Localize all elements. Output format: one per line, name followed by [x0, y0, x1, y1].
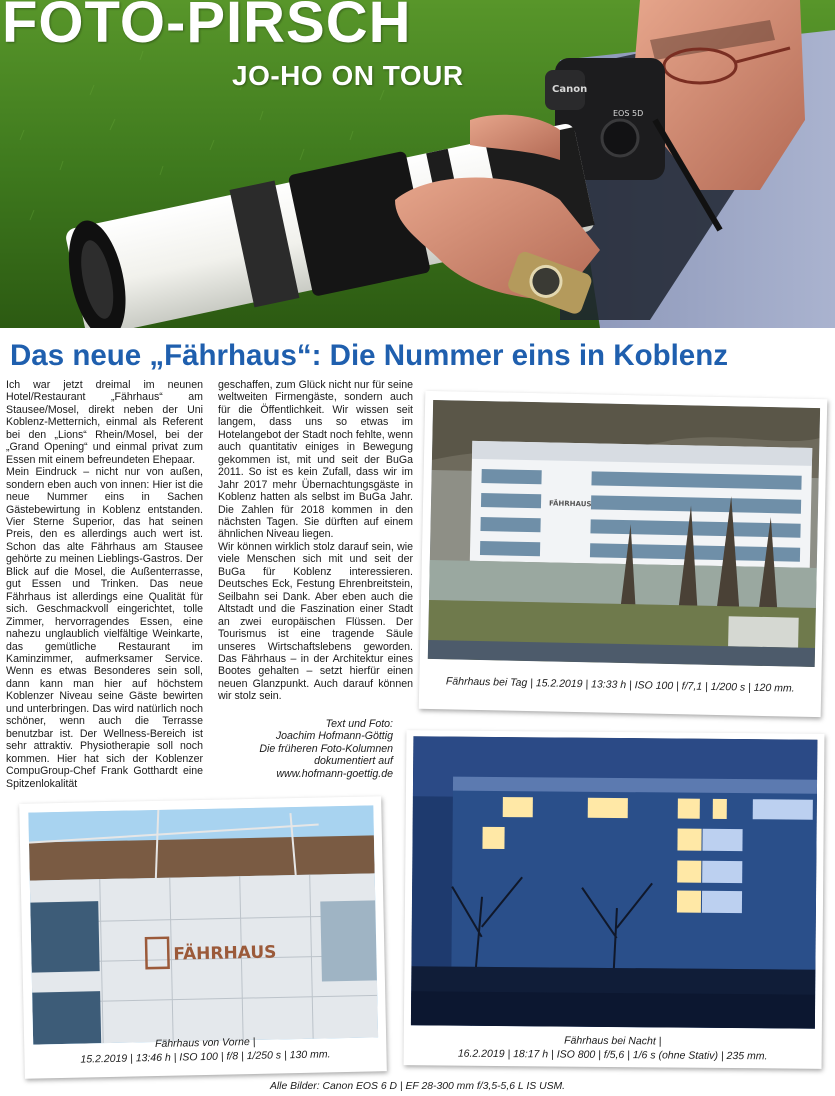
kicker-title: FOTO-PIRSCH — [2, 0, 412, 55]
photo-faehrhaus-night — [411, 736, 818, 1029]
credit-website: www.hofmann-goettig.de — [276, 767, 393, 780]
paragraph: Wir können wirklich stolz darauf sein, wie viele Menschen sich mit und seit der BuGa für Koblenz interessieren. Deutsches Eck, Festung Ehrenbreitstein, Seilbahn sei Dank. Aber eben auch die Altstadt und die Faszination einer Stadt an zwei europäischen Flüssen. Der Tourismus ist eine tragende Säule unseres Wirtschaftslebens geworden. Das Fährhaus – in der Architektur eines Bootes gehalten – setzt hierfür einen neuen Glanzpunkt. Auch darauf können wir stolz sein. — [218, 540, 413, 703]
kicker-subtitle: JO-HO ON TOUR — [232, 60, 464, 91]
credit-line: Joachim Hofmann-Göttig — [275, 730, 393, 743]
photo-caption-night — [404, 1032, 822, 1064]
photo-card-day — [419, 391, 828, 717]
paragraph: Mein Eindruck – nicht nur von außen, sondern eben auch von innen: Hier ist die neue Nummer eins in Sachen Gästebewirtung in Koblenz entstanden. Vier Sterne Superior, das hat seinen Preis, den es allerdings auch wert ist. Schon das alte Fährhaus am Stausee gehörte zu meinen Lieblings-Gastros. Der Blick auf die Mosel, die Außenterrasse, gut Essen und Trinken. Das neue Fährhaus ist allerdings eine Qualität für sich. Geschmackvoll eingerichtet, tolle Zimmer, hervorragendes Essen, eine nahezu unglaublich vielfältige Weinkarte, das gemütliche Restaurant im Kaminzimmer, aufmerksamer Service. Wenn es etwas Besonderes sein soll, dann kann man hier auf höchstem Koblenzer Niveau seine Gäste bewirten und unterbringen. Das wird natürlich noch schöner, wenn auch die Terrasse benutzbar ist. Der Wellness-Bereich ist sehr attraktiv. Physiotherapie soll noch kommen. Hier hat sich der Koblenzer CompuGroup-Chef Frank Gotthardt eine Spitzenlokalität — [6, 466, 203, 790]
caption-line: Fährhaus von Vorne | — [154, 1035, 256, 1051]
photo-faehrhaus-day — [428, 400, 820, 667]
credit-line: Die früheren Foto-Kolumnen — [259, 742, 393, 755]
caption-line: 15.2.2019 | 13:46 h | ISO 100 | f/8 | 1/250 s | 130 mm. — [80, 1048, 331, 1066]
paragraph: geschaffen, zum Glück nicht nur für seine weltweiten Firmengäste, sondern auch für die Öffentlichkeit. Wir wissen seit langem, dass uns so etwas im Hotelangebot der Stadt noch fehlte, wenn auch quantitativ einiges in Bewegung gekommen ist, mit und seit der BuGa 2011. So ist es kein Zufall, dass wir im Jahr 2017 mehr Übernachtungsgäste in Koblenz hatten als selbst im BuGa Jahr. Die Zahlen für 2018 kommen in den nächsten Tagen. Sie dürften auf einem ähnlichen Niveau liegen. — [218, 379, 413, 541]
credit-line: dokumentiert auf — [314, 755, 393, 768]
camera-model-text: EOS 5D — [613, 109, 644, 118]
paragraph: Ich war jetzt dreimal im neunen Hotel/Restaurant „Fährhaus“ am Stausee/Mosel, direkt neben der Uni Koblenz-Metternich, einmal als Referent bei den „Lions“ Rhein/Mosel, bei der „Grand Opening“ und einmal privat zum Essen mit einem befreundeten Ehepaar. — [6, 379, 203, 466]
hero-photo — [0, 0, 835, 328]
article-headline: Das neue „Fährhaus“: Die Nummer eins in Koblenz — [10, 339, 728, 372]
credit-line: Text und Foto: — [325, 718, 393, 730]
article-column-1 — [6, 379, 203, 790]
photo-card-front — [19, 796, 387, 1079]
photo-card-night — [404, 730, 825, 1069]
faehrhaus-sign: FÄHRHAUS — [173, 942, 277, 965]
photo-caption-day: Fährhaus bei Tag | 15.2.2019 | 13:33 h | ISO 100 | f/7,1 | 1/200 s | 120 mm. — [445, 675, 795, 695]
faehrhaus-sign: FÄHRHAUS — [548, 499, 592, 509]
photo-faehrhaus-front — [28, 805, 378, 1044]
author-credit — [232, 718, 393, 780]
article-column-2 — [218, 379, 413, 703]
caption-line: 16.2.2019 | 18:17 h | ISO 800 | f/5,6 | 1/6 s (ohne Stativ) | 235 mm. — [457, 1047, 768, 1063]
caption-line: Fährhaus bei Nacht | — [564, 1034, 662, 1048]
equipment-footnote: Alle Bilder: Canon EOS 6 D | EF 28-300 mm f/3,5-5,6 L IS USM. — [269, 1081, 566, 1092]
camera-brand-text: Canon — [552, 84, 588, 95]
